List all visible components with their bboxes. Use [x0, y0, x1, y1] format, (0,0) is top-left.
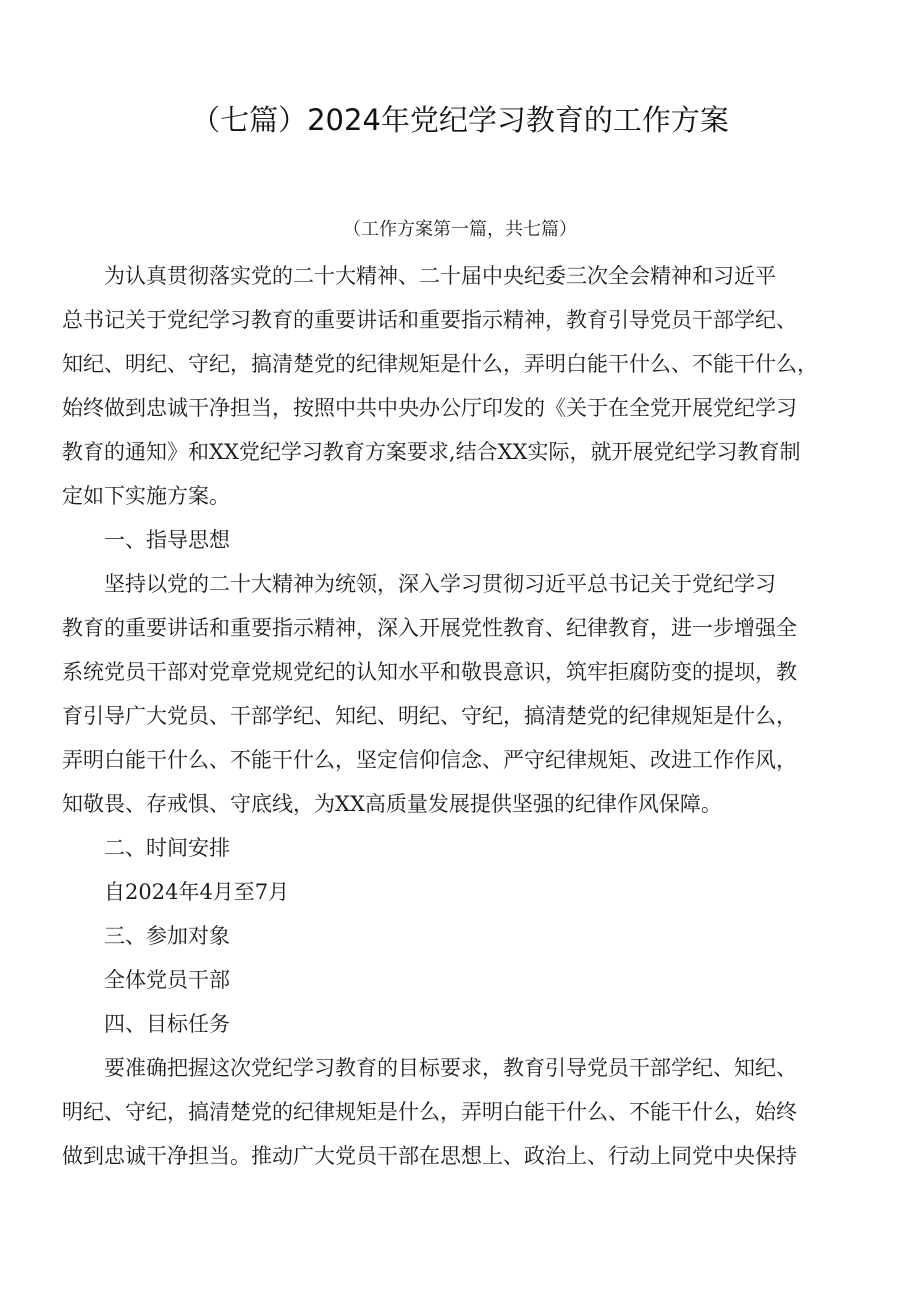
- document-title: （七篇）2024年党纪学习教育的工作方案: [191, 103, 729, 137]
- text-line: 教育的通知》和XX党纪学习教育方案要求,结合XX实际，就开展党纪学习教育制: [62, 440, 801, 464]
- document-subtitle: （工作方案第一篇，共七篇）: [343, 219, 577, 240]
- text-line: 弄明白能干什么、不能干什么，坚定信仰信念、严守纪律规矩、改进工作作风，: [62, 748, 797, 772]
- text-line: 始终做到忠诚干净担当，按照中共中央办公厅印发的《关于在全党开展党纪学习: [62, 396, 797, 420]
- section-heading-goals: 四、目标任务: [104, 1012, 230, 1036]
- text-line: 要准确把握这次党纪学习教育的目标要求，教育引导党员干部学纪、知纪、: [104, 1056, 797, 1080]
- section-heading-guiding-thought: 一、指导思想: [104, 528, 230, 552]
- text-line: 育引导广大党员、干部学纪、知纪、明纪、守纪，搞清楚党的纪律规矩是什么，: [62, 704, 797, 728]
- text-line: 坚持以党的二十大精神为统领，深入学习贯彻习近平总书记关于党纪学习: [104, 572, 776, 596]
- schedule-text: 自2024年4月至7月: [104, 880, 290, 904]
- text-line: 定如下实施方案。: [62, 484, 230, 508]
- document-body: [62, 254, 872, 1178]
- text-line: 总书记关于党纪学习教育的重要讲话和重要指示精神，教育引导党员干部学纪、: [62, 308, 797, 332]
- intro-paragraph: [62, 254, 872, 518]
- text-line: 做到忠诚干净担当。推动广大党员干部在思想上、政治上、行动上同党中央保持: [62, 1144, 797, 1168]
- section-heading-schedule: 二、时间安排: [104, 836, 230, 860]
- text-line: 明纪、守纪，搞清楚党的纪律规矩是什么，弄明白能干什么、不能干什么，始终: [62, 1100, 797, 1124]
- section-heading-participants: 三、参加对象: [104, 924, 230, 948]
- guiding-thought-paragraph: [62, 562, 872, 826]
- participants-text: 全体党员干部: [104, 968, 230, 992]
- text-line: 为认真贯彻落实党的二十大精神、二十届中央纪委三次全会精神和习近平: [104, 264, 776, 288]
- text-line: 教育的重要讲话和重要指示精神，深入开展党性教育、纪律教育，进一步增强全: [62, 616, 797, 640]
- text-line: 知敬畏、存戒惧、守底线，为XX高质量发展提供坚强的纪律作风保障。: [62, 792, 722, 816]
- text-line: 系统党员干部对党章党规党纪的认知水平和敬畏意识，筑牢拒腐防变的提坝，教: [62, 660, 797, 684]
- text-line: 知纪、明纪、守纪，搞清楚党的纪律规矩是什么，弄明白能干什么、不能干什么，: [62, 352, 818, 376]
- goals-paragraph: [62, 1046, 872, 1178]
